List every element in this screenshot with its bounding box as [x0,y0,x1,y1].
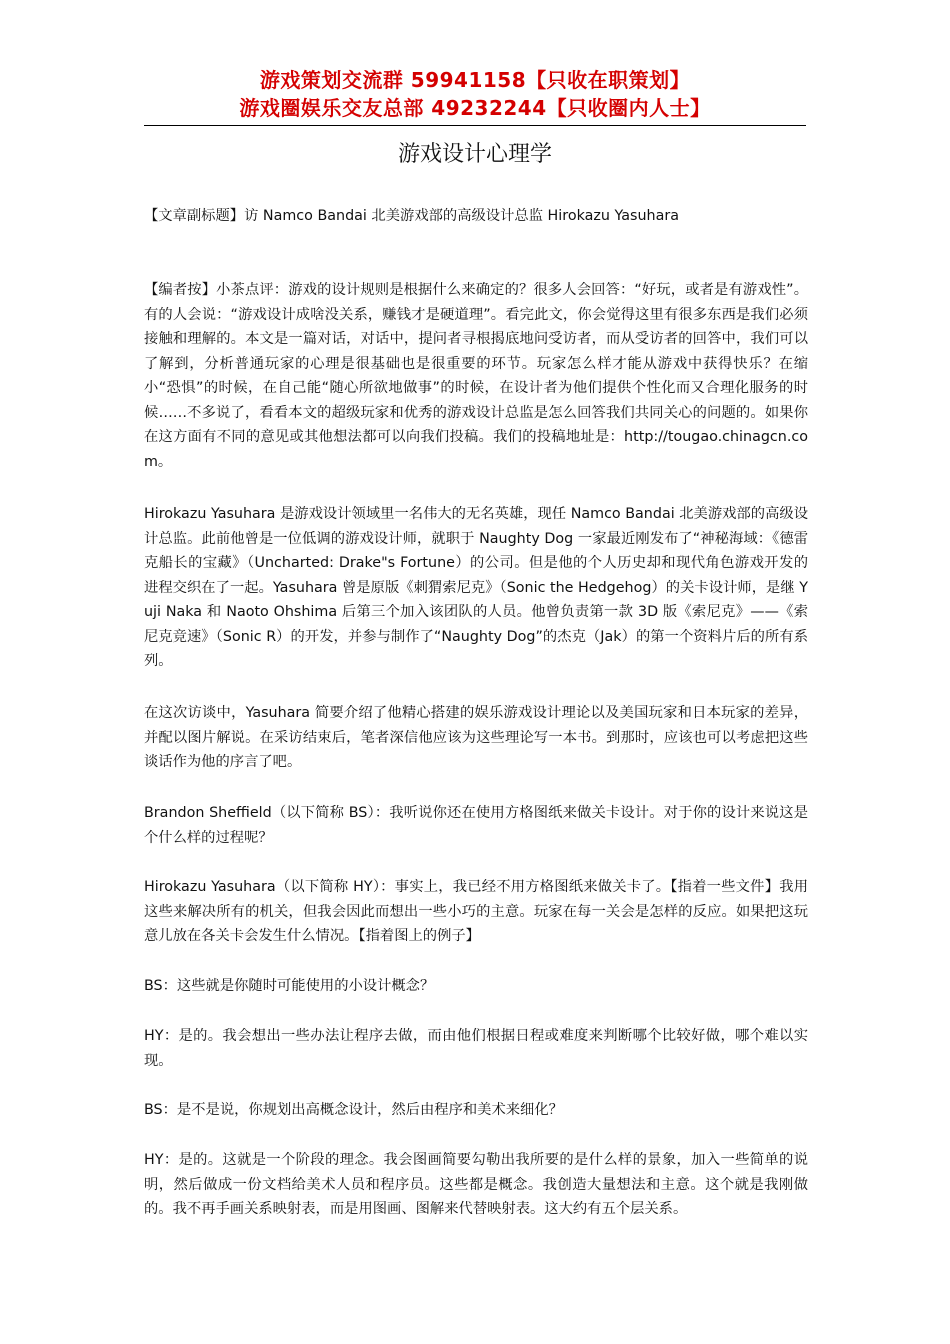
header-line-group-2: 游戏圈娱乐交友总部 49232244【只收圈内人士】 [239,96,711,120]
paragraph-interview-intro: 在这次访谈中，Yasuhara 简要介绍了他精心搭建的娱乐游戏设计理论以及美国玩家和日本玩家的差异，并配以图片解说。在采访结束后，笔者深信他应该为这些理论写一本书。到那时，应该也可以考虑把这些谈话作为他的序言了吧。 [144,705,808,770]
header-banner [144,66,806,122]
header-line-group-1: 游戏策划交流群 59941158【只收在职策划】 [259,68,691,92]
paragraph-editor-note: 【编者按】小茶点评：游戏的设计规则是根据什么来确定的？很多人会回答：“好玩，或者是有游戏性”。有的人会说：“游戏设计成啥没关系，赚钱才是硬道理”。看完此文，你会觉得这里有很多东西是我们必须接触和理解的。本文是一篇对话，对话中，提问者寻根揭底地问受访者，而从受访者的回答中，我们可以了解到，分析普通玩家的心理是很基础也是很重要的环节。玩家怎么样才能从游戏中获得快乐？在缩小“恐惧”的时候，在自己能“随心所欲地做事”的时候，在设计者为他们提供个性化而又合理化服务的时候……不多说了，看看本文的超级玩家和优秀的游戏设计总监是怎么回答我们共同关心的问题的。如果你在这方面有不同的意见或其他想法都可以向我们投稿。我们的投稿地址是：http://tougao.chinagcn.com。 [144,282,808,470]
paragraph-bs-question-2: BS：这些就是你随时可能使用的小设计概念？ [144,978,435,994]
paragraph-yasuhara-bio: Hirokazu Yasuhara 是游戏设计领域里一名伟大的无名英雄，现任 Namco Bandai 北美游戏部的高级设计总监。此前他曾是一位低调的游戏设计师，就职于 Naughty Dog 一家最近刚发布了“神秘海域：《德雷克船长的宝藏》（Uncharted: Drake"s Fortune）的公司。但是他的个人历史却和现代角色游戏开发的进程交织在了一起。Yasuhara 曾是原版《刺猬索尼克》（Sonic the Hedgehog）的关卡设计师，是继 Yuji Naka 和 Naoto Ohshima 后第三个加入该团队的人员。他曾负责第一款 3D 版《索尼克》——《索尼克竞速》（Sonic R）的开发，并参与制作了“Naughty Dog”的杰克（Jak）的第一个资料片后的所有系列。 [144,506,808,669]
paragraph-hy-answer-3: HY：是的。这就是一个阶段的理念。我会图画简要勾勒出我所要的是什么样的景象，加入一些简单的说明，然后做成一份文档给美术人员和程序员。这些都是概念。我创造大量想法和主意。这个就是我刚做的。我不再手画关系映射表，而是用图画、图解来代替映射表。这大约有五个层关系。 [144,1152,808,1217]
document-title: 游戏设计心理学 [397,142,552,167]
paragraph-hy-answer-1: Hirokazu Yasuhara（以下简称 HY）：事实上，我已经不用方格图纸来做关卡了。【指着一些文件】我用这些来解决所有的机关，但我会因此而想出一些小巧的主意。玩家在每一关会是怎样的反应。如果把这玩意儿放在各关卡会发生什么情况。【指着图上的例子】 [144,879,808,944]
paragraph-bs-question-3: BS：是不是说，你规划出高概念设计，然后由程序和美术来细化？ [144,1102,563,1118]
paragraph-hy-answer-2: HY：是的。我会想出一些办法让程序去做，而由他们根据日程或难度来判断哪个比较好做，哪个难以实现。 [144,1028,808,1069]
article-subtitle: 【文章副标题】访 Namco Bandai 北美游戏部的高级设计总监 Hirokazu Yasuhara [144,208,679,224]
paragraph-bs-question-1: Brandon Sheffield（以下简称 BS）：我听说你还在使用方格图纸来做关卡设计。对于你的设计来说这是个什么样的过程呢？ [144,805,808,846]
header-divider [144,125,806,126]
